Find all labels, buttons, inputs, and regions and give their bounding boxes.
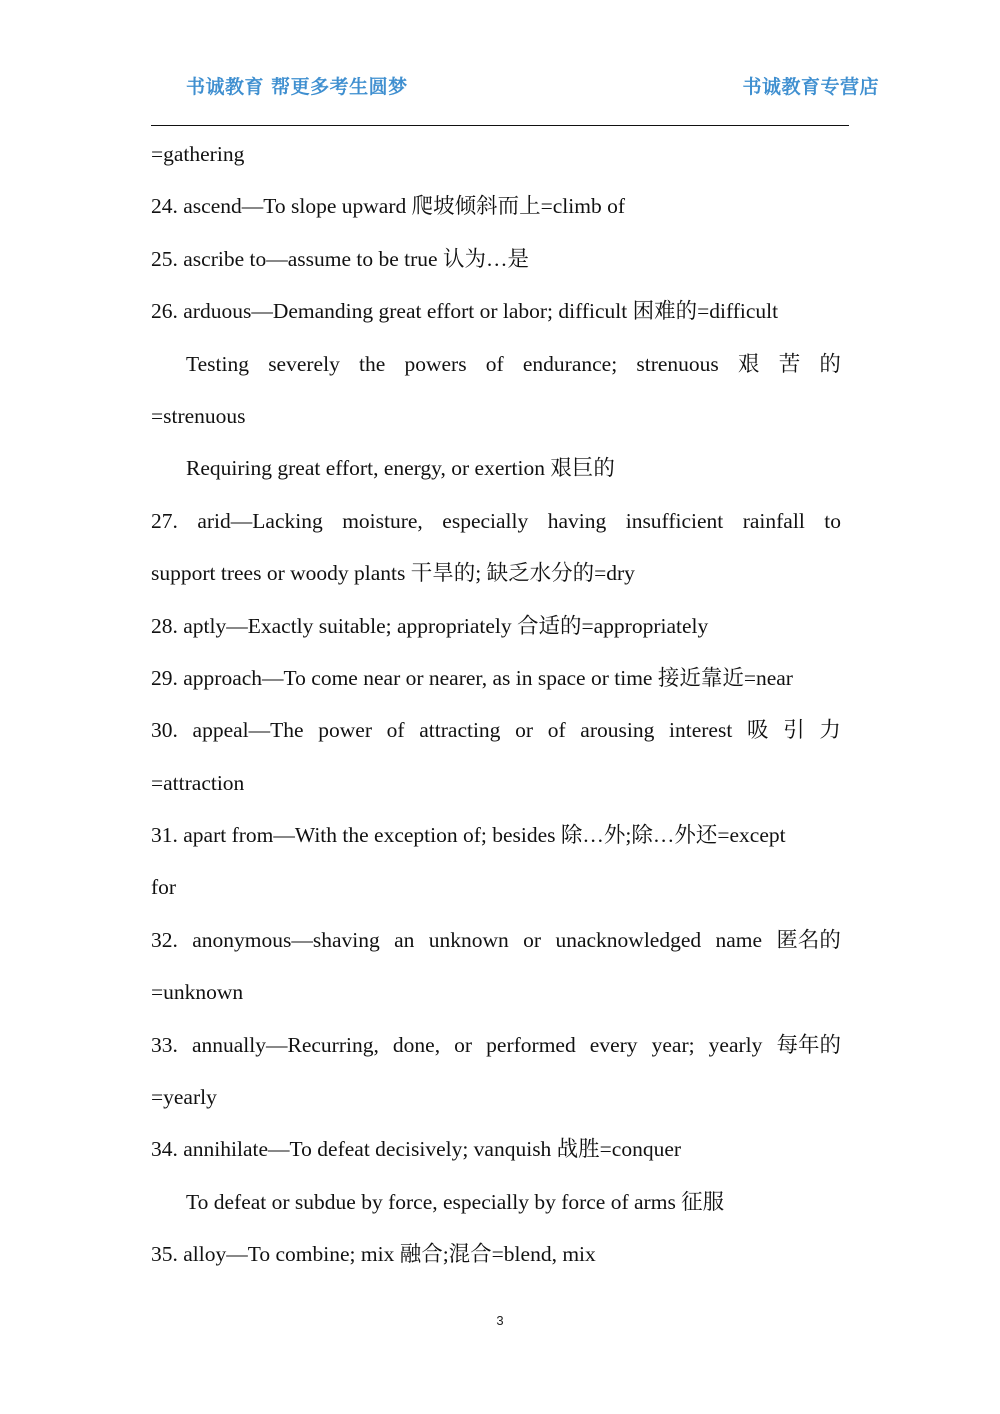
- entry-29: 29. approach—To come near or nearer, as in space or time 接近靠近=near: [151, 665, 793, 690]
- word: strenuous: [636, 351, 719, 376]
- word: having: [547, 508, 607, 533]
- word: 苦: [778, 351, 801, 376]
- word: 32.: [151, 927, 178, 952]
- word: year;: [651, 1032, 695, 1057]
- word: arousing: [580, 718, 655, 743]
- text-line: support trees or woody plants 干旱的; 缺乏水分的=dry: [151, 561, 635, 586]
- word: insufficient: [625, 508, 724, 533]
- word: attracting: [419, 718, 501, 743]
- word: 33.: [151, 1032, 178, 1057]
- word: rainfall: [742, 508, 805, 533]
- entry-34: 34. annihilate—To defeat decisively; vanquish 战胜=conquer: [151, 1137, 682, 1162]
- header-divider: [151, 125, 849, 126]
- text-line: =unknown: [151, 980, 244, 1005]
- word: unacknowledged: [555, 927, 702, 952]
- word: of: [547, 718, 566, 743]
- word: of: [485, 351, 504, 376]
- word: powers: [404, 351, 467, 376]
- word: 力: [819, 718, 841, 743]
- word: 艰: [738, 351, 760, 376]
- word: an: [394, 927, 415, 952]
- entry-24: 24. ascend—To slope upward 爬坡倾斜而上=climb of: [151, 194, 625, 219]
- text-line: =yearly: [151, 1085, 217, 1110]
- word: 匿名的: [776, 927, 841, 952]
- word: or: [523, 927, 542, 952]
- word: the: [359, 351, 386, 376]
- word: or: [515, 718, 534, 743]
- entry-33: [151, 1019, 841, 1071]
- entry-26-sense-3: Requiring great effort, energy, or exertion 艰巨的: [186, 456, 615, 481]
- word: power: [318, 718, 372, 743]
- entry-26-sense-2: [151, 338, 841, 390]
- word: 引: [783, 718, 805, 743]
- text-line: =strenuous: [151, 403, 246, 428]
- word: appeal—The: [192, 718, 304, 743]
- entry-34-sense-2: To defeat or subdue by force, especially by force of arms 征服: [186, 1189, 725, 1214]
- entry-25: 25. ascribe to—assume to be true 认为…是: [151, 246, 529, 271]
- word: yearly: [708, 1032, 763, 1057]
- word: unknown: [428, 927, 509, 952]
- entry-28: 28. aptly—Exactly suitable; appropriately 合适的=appropriately: [151, 613, 709, 638]
- word: 27.: [151, 508, 178, 533]
- word: every: [589, 1032, 638, 1057]
- header-right-text: 书诚教育专营店: [742, 76, 879, 98]
- text-line: =attraction: [151, 770, 245, 795]
- word: name: [715, 927, 763, 952]
- word: endurance;: [522, 351, 618, 376]
- word: especially: [442, 508, 529, 533]
- word: performed: [486, 1032, 576, 1057]
- vocabulary-list: [151, 128, 841, 1281]
- word: Testing: [186, 351, 249, 376]
- entry-32: [151, 914, 841, 966]
- entry-27: [151, 495, 841, 547]
- word: to: [824, 508, 841, 533]
- word: moisture,: [342, 508, 423, 533]
- word: annually—Recurring,: [191, 1032, 379, 1057]
- page-number: 3: [496, 1313, 504, 1328]
- entry-30: [151, 704, 841, 756]
- word: of: [386, 718, 405, 743]
- word: anonymous—shaving: [192, 927, 380, 952]
- word: 吸: [746, 718, 769, 743]
- word: 的: [819, 351, 841, 376]
- word: severely: [268, 351, 340, 376]
- word: 30.: [151, 718, 178, 743]
- text-line: for: [151, 875, 177, 900]
- word: 每年的: [776, 1032, 841, 1057]
- word: or: [454, 1032, 473, 1057]
- entry-35: 35. alloy—To combine; mix 融合;混合=blend, mix: [151, 1242, 596, 1267]
- word: arid—Lacking: [197, 508, 323, 533]
- word: done,: [392, 1032, 441, 1057]
- word: interest: [669, 718, 733, 743]
- entry-31: 31. apart from—With the exception of; besides 除…外;除…外还=except: [151, 823, 786, 848]
- entry-26: 26. arduous—Demanding great effort or labor; difficult 困难的=difficult: [151, 299, 779, 324]
- header-left-text: 书诚教育 帮更多考生圆梦: [186, 76, 408, 98]
- text-line: =gathering: [151, 142, 245, 166]
